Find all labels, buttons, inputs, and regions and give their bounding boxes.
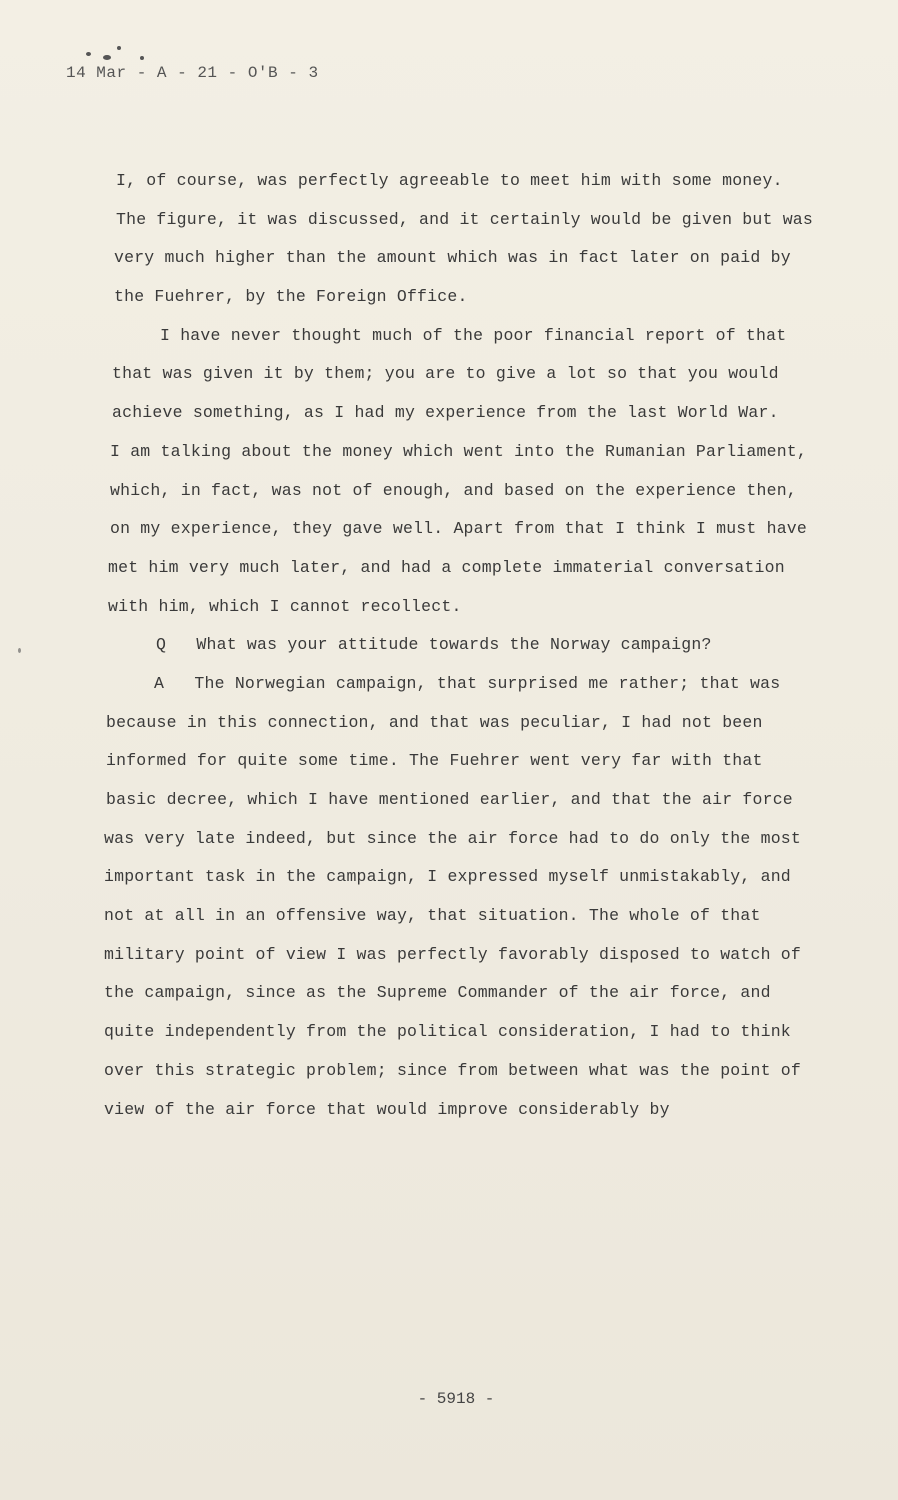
text-line: on my experience, they gave well. Apart from that I think I must have — [110, 519, 808, 539]
text-line: I am talking about the money which went into the Rumanian Parliament, — [110, 441, 808, 461]
text-line: was very late indeed, but since the air force had to do only the most — [104, 828, 802, 848]
text-line: I have never thought much of the poor financial report of that — [160, 325, 787, 345]
text-line: that was given it by them; you are to give a lot so that you would — [112, 364, 779, 384]
text-line: achieve something, as I had my experience from the last World War. — [112, 403, 779, 423]
transcript-body — [104, 162, 814, 1129]
ink-speck — [18, 648, 21, 653]
text-line: quite independently from the political consideration, I had to think — [104, 1022, 791, 1042]
text-line: not at all in an offensive way, that situation. The whole of that — [104, 906, 761, 926]
ink-smudge — [86, 52, 91, 56]
answer-line: A The Norwegian campaign, that surprised me rather; that was — [154, 673, 781, 693]
text-line: The figure, it was discussed, and it certainly would be given but was — [116, 209, 814, 229]
text-line: view of the air force that would improve considerably by — [104, 1099, 670, 1119]
text-line: over this strategic problem; since from between what was the point of — [104, 1060, 802, 1080]
question-line: Q What was your attitude towards the Norway campaign? — [156, 635, 712, 655]
text-line: which, in fact, was not of enough, and based on the experience then, — [110, 480, 797, 500]
text-line: I, of course, was perfectly agreeable to meet him with some money. — [116, 171, 783, 190]
text-line: basic decree, which I have mentioned earlier, and that the air force — [106, 790, 793, 809]
text-line: because in this connection, and that was peculiar, I had not been — [106, 712, 763, 732]
ink-smudge — [117, 46, 121, 50]
text-line: with him, which I cannot recollect. — [108, 596, 462, 616]
document-reference-header: 14 Mar - A - 21 - O'B - 3 — [66, 64, 319, 82]
text-line: the campaign, since as the Supreme Commander of the air force, and — [104, 983, 771, 1003]
text-line: important task in the campaign, I expressed myself unmistakably, and — [104, 867, 791, 887]
ink-smudge — [103, 55, 111, 60]
page-number-footer — [0, 1390, 898, 1408]
page-number: - 5918 - — [417, 1390, 495, 1408]
text-line: military point of view I was perfectly favorably disposed to watch of — [104, 944, 802, 964]
ink-smudge — [140, 56, 144, 60]
text-line: informed for quite some time. The Fuehrer went very far with that — [106, 751, 763, 771]
text-line: the Fuehrer, by the Foreign Office. — [114, 287, 468, 307]
text-line: very much higher than the amount which was in fact later on paid by — [114, 248, 791, 268]
text-line: met him very much later, and had a complete immaterial conversation — [108, 557, 785, 577]
